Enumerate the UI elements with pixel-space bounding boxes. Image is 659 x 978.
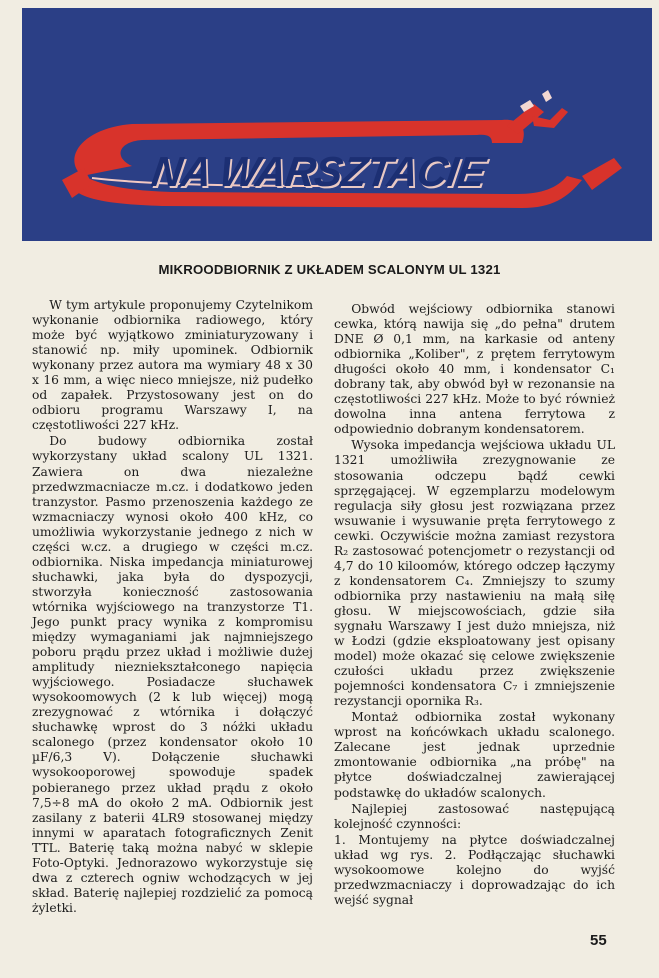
banner-title: NA WARSZTACIE [148,148,488,195]
paragraph: Wysoka impedancja wejściowa układu UL 1321 umożliwiła zrezygnowanie ze stosowania odczepu bądź cewki sprzęgającej. W egzemplarzu modelowym regulacja siły głosu jest rozwiązana przez wsuwanie i wysuwanie pręta ferrytowego z cewki. Oczywiście można zamiast rezystora R₂ zastosować potencjometr o rezystancji od 4,7 do 10 kiloomów, którego odczep łączymy z kondensatorem C₄. Zmniejszy to szumy odbiornika przy nastawieniu na małą siłę głosu. W miejscowościach, gdzie siła sygnału Warszawy I jest dużo mniejsza, niż w Łodzi (gdzie eksploatowany jest opisany model) może okazać się celowe zwiększenie czułości układu przez zwiększenie pojemności kondensatora C₇ i zmniejszenie rezystancji opornika R₃. [334,438,615,709]
paragraph: W tym artykule proponujemy Czytelnikom wykonanie odbiornika radiowego, który może być wyjątkowo zminiaturyzowany i stanowić np. miły upominek. Odbiornik wykonany przez autora ma wymiary 48 x 30 x 16 mm, a więc nieco mniejsze, niż pudełko od zapałek. Przystosowany jest on do odbioru programu Warszawy I, na częstotliwości 227 kHz. [32,298,313,433]
paragraph: 1. Montujemy na płytce doświadczalnej układ wg rys. 2. Podłączając słuchawki wysokoomowe kolejno do wyjść przedwzmacniaczy i doprowadzając do ich wejść sygnał [334,832,615,907]
right-column [334,302,615,908]
left-column [32,298,313,916]
red-tool-illustration [22,8,652,241]
page-number: 55 [590,932,607,949]
article-title: MIKROODBIORNIK Z UKŁADEM SCALONYM UL 1321 [158,262,501,277]
paragraph: Najlepiej zastosować następującą kolejność czynności: [334,801,615,831]
paragraph: Do budowy odbiornika został wykorzystany układ scalony UL 1321. Zawiera on dwa niezależne przedwzmacniacze m.cz. i dodatkowo jeden tranzystor. Pasmo przenoszenia każdego ze wzmacniaczy wynosi około 400 kHz, co umożliwia wykorzystanie jednego z nich w części w.cz. a drugiego w części m.cz. odbiornika. Niska impedancja miniaturowej słuchawki, jaka była do dyspozycji, stworzyła konieczność zastosowania wtórnika wyjściowego na tranzystorze T1. Jego punkt pracy wynika z kompromisu między wymaganiami jak najmniejszego poboru prądu przez układ i możliwie dużej amplitudy niezniekształconego napięcia wyjściowego. Posiadacze słuchawek wysokoomowych (2 k lub więcej) mogą zrezygnować z wtórnika i dołączyć słuchawkę wprost do 3 nóżki układu scalonego (przez kondensator około 10 µF/6,3 V). Dołączenie słuchawki wysokooporowej spowoduje spadek pobieranego przez układ prądu z około 7,5÷8 mA do około 2 mA. Odbiornik jest zasilany z baterii 4LR9 stosowanej między innymi w aparatach fotograficznych Zenit TTL. Baterię taką można nabyć w sklepie Foto-Optyki. Jednorazowo wykorzystuje się dwa z czterech ogniw wchodzących w jej skład. Baterię najlepiej rozdzielić za pomocą żyletki. [32,434,313,915]
paragraph: Obwód wejściowy odbiornika stanowi cewka, którą nawija się „do pełna" drutem DNE Ø 0,1 mm, na karkasie od anteny odbiornika „Koliber", z prętem ferrytowym długości około 40 mm, i kondensator C₁ dobrany tak, aby obwód był w rezonansie na częstotliwości 227 kHz. Może to być również dowolna inna antena ferrytowa z odpowiednio dobranym kondensatorem. [334,302,615,437]
header-banner [22,8,652,241]
paragraph: Montaż odbiornika został wykonany wprost na końcówkach układu scalonego. Zalecane jest jednak uprzednie zmontowanie odbiornika „na próbę" na płytce doświadczalnej zawierającej podstawkę do układów scalonych. [334,710,615,800]
